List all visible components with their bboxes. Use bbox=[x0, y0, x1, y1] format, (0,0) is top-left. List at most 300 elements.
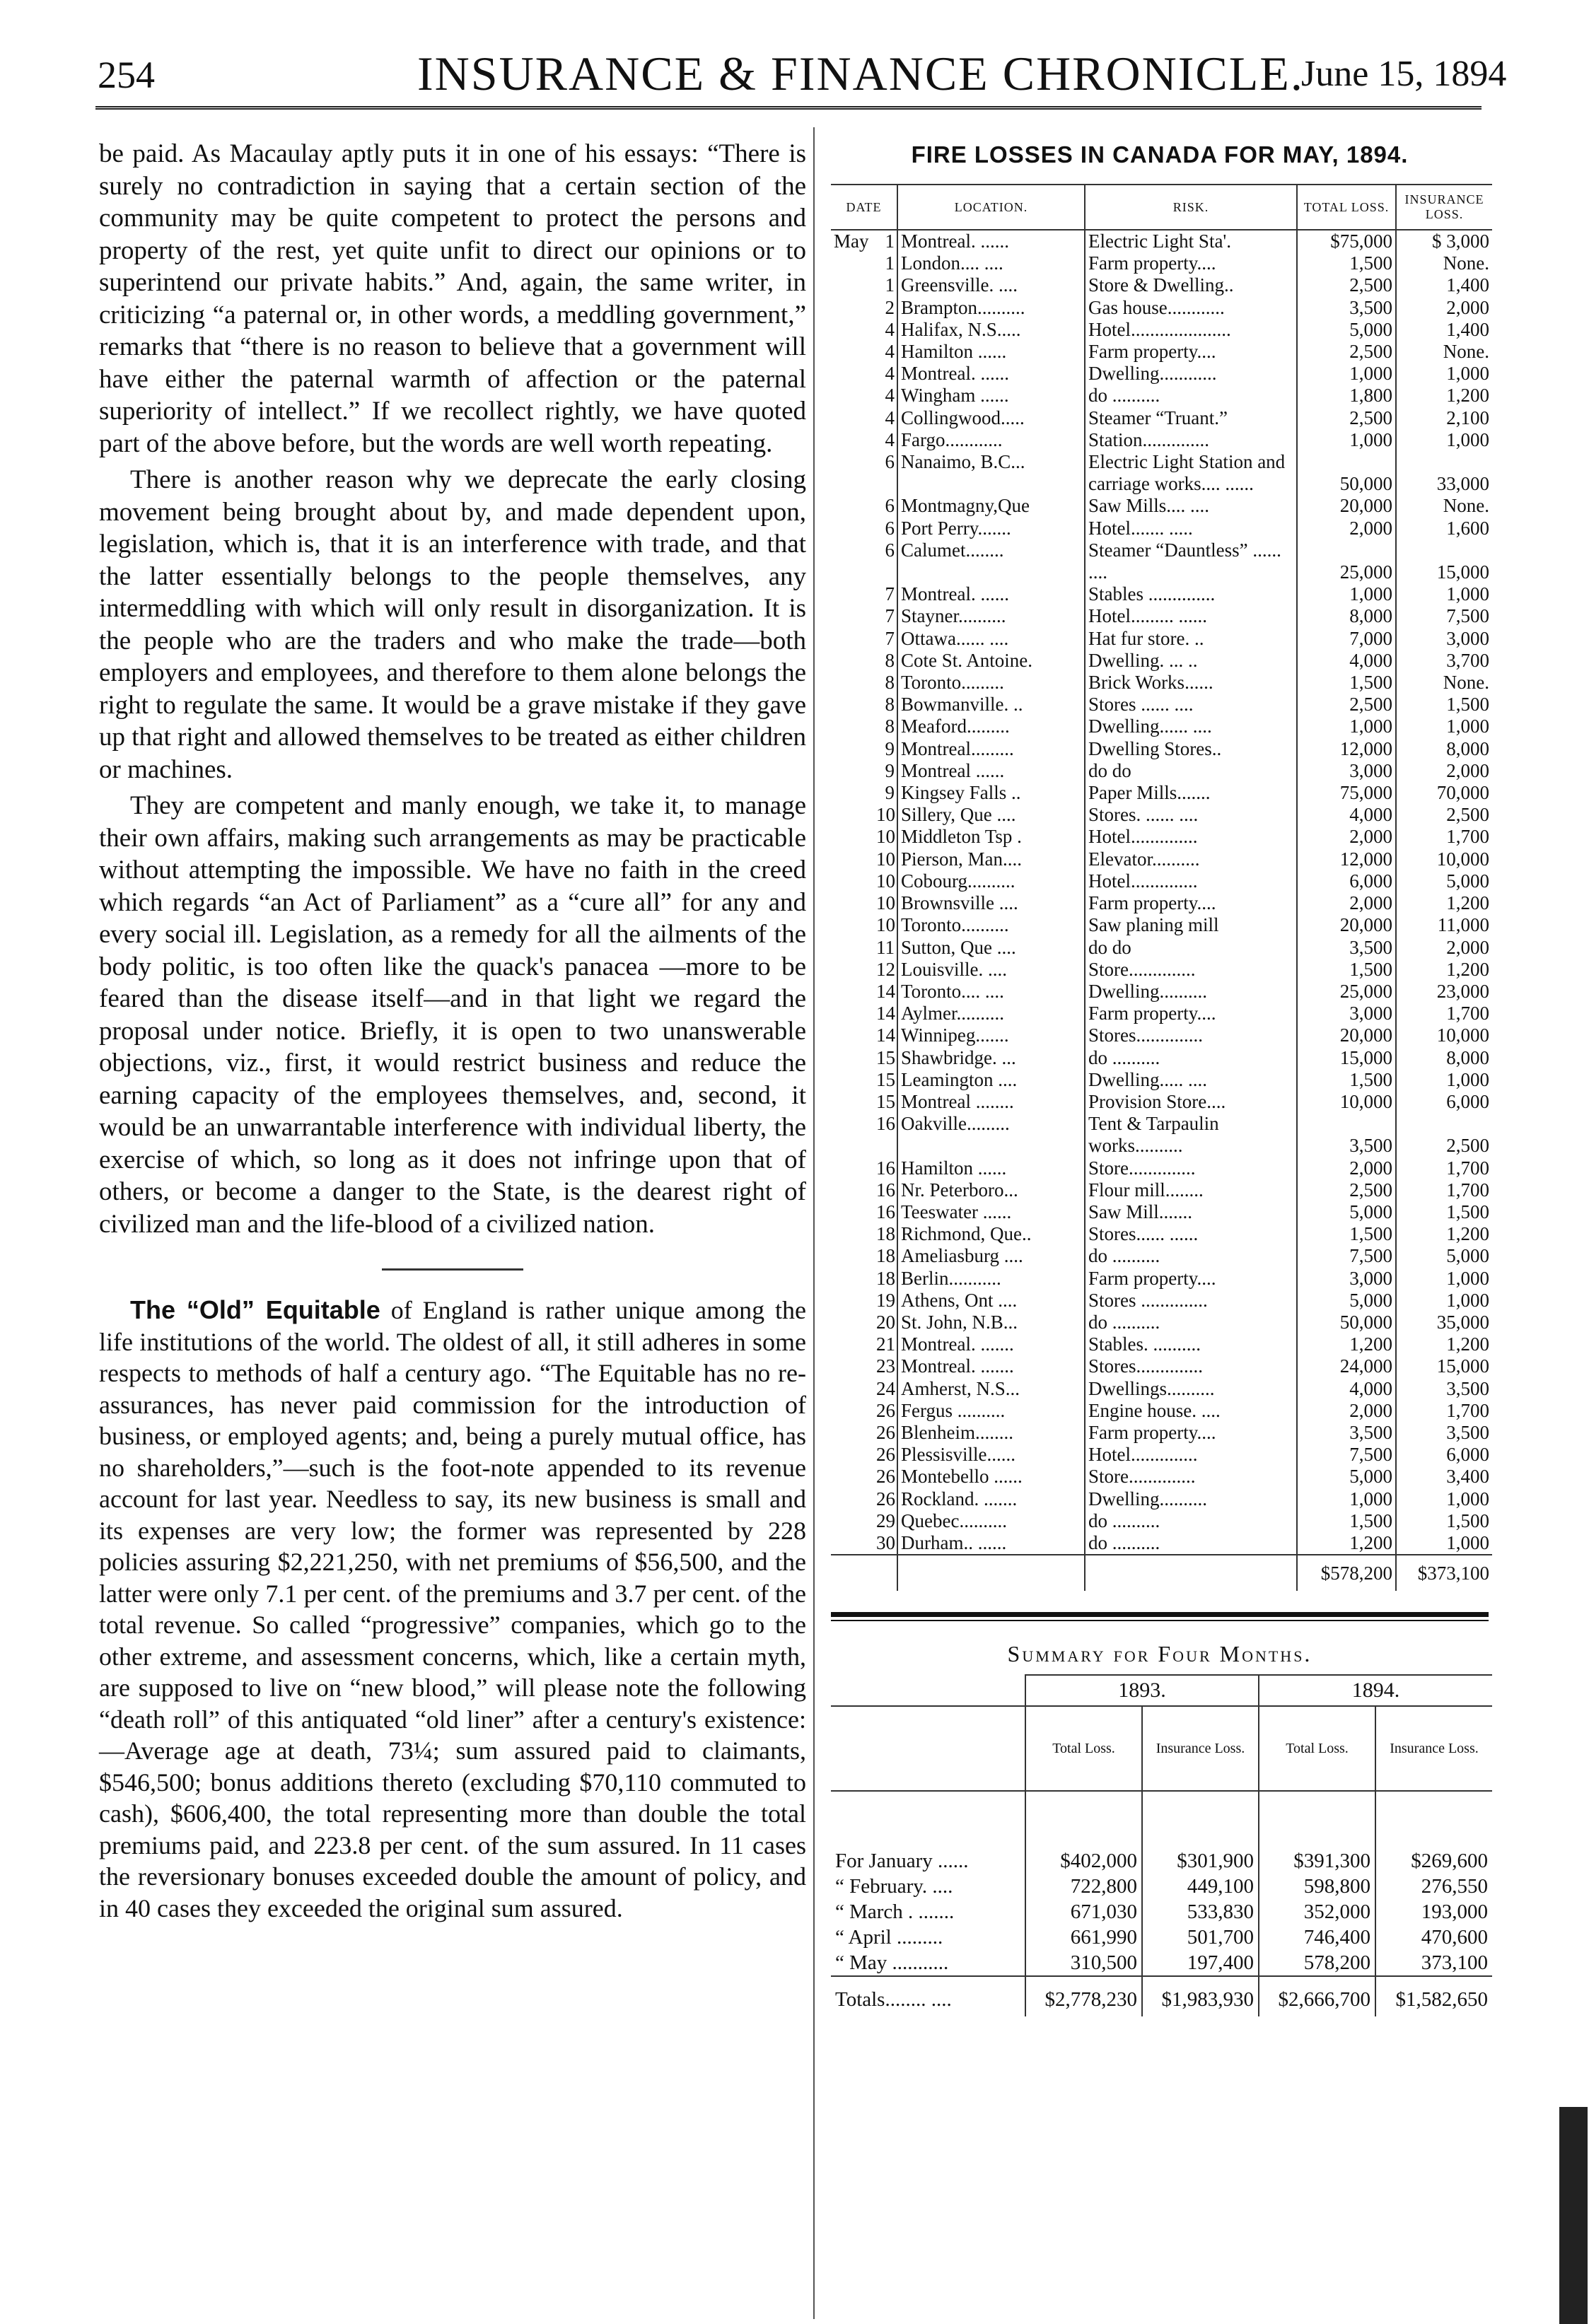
day-cell: 15 bbox=[876, 1090, 895, 1112]
month-cell bbox=[831, 1047, 873, 1069]
summary-total-loss-1893: $2,778,230 bbox=[1025, 1976, 1142, 2016]
total-loss-cell: 75,000 bbox=[1297, 782, 1396, 804]
location-cell: Middleton Tsp . bbox=[897, 826, 1085, 848]
location-cell: Ottawa...... .... bbox=[897, 628, 1085, 650]
insurance-loss-cell: 3,500 bbox=[1396, 1378, 1492, 1400]
month-cell bbox=[831, 341, 873, 363]
insurance-loss-cell: 1,200 bbox=[1396, 1333, 1492, 1355]
risk-cell: Dwelling............ bbox=[1085, 363, 1297, 385]
risk-cell: Dwelling.......... bbox=[1085, 1488, 1297, 1510]
summary-total-loss-1894: 352,000 bbox=[1259, 1899, 1375, 1925]
table-row bbox=[831, 892, 1492, 914]
day-cell: 7 bbox=[885, 583, 895, 605]
total-loss-cell: 20,000 bbox=[1297, 495, 1396, 517]
day-cell: 20 bbox=[876, 1311, 895, 1333]
summary-totals-label: Totals........ .... bbox=[831, 1976, 1025, 2016]
day-cell: 10 bbox=[876, 804, 895, 826]
location-cell: St. John, N.B... bbox=[897, 1312, 1085, 1333]
risk-cell: Steamer “Dauntless” ...... .... bbox=[1085, 539, 1297, 583]
risk-cell: do .......... bbox=[1085, 1047, 1297, 1069]
summary-total-loss-1894: 746,400 bbox=[1259, 1925, 1375, 1950]
publication-title: INSURANCE & FINANCE CHRONICLE. bbox=[417, 47, 1304, 100]
month-cell bbox=[831, 1069, 873, 1091]
day-cell: 21 bbox=[876, 1333, 895, 1355]
risk-cell: Hotel.............. bbox=[1085, 1444, 1297, 1466]
day-cell: 10 bbox=[876, 914, 895, 936]
location-cell: Brampton.......... bbox=[897, 297, 1085, 319]
location-cell: Greensville. .... bbox=[897, 274, 1085, 296]
location-cell: Pierson, Man.... bbox=[897, 848, 1085, 870]
table-row bbox=[831, 1113, 1492, 1157]
month-cell bbox=[831, 782, 873, 804]
total-loss-cell: 12,000 bbox=[1297, 848, 1396, 870]
location-cell: Hamilton ...... bbox=[897, 1157, 1085, 1179]
risk-cell: Steamer “Truant.” bbox=[1085, 407, 1297, 429]
table-row bbox=[831, 1268, 1492, 1290]
table-row bbox=[831, 1312, 1492, 1333]
month-cell bbox=[831, 870, 873, 892]
total-loss-cell: 4,000 bbox=[1297, 650, 1396, 672]
summary-totals-row bbox=[831, 1976, 1492, 2016]
day-cell: 18 bbox=[876, 1223, 895, 1245]
day-cell: 8 bbox=[885, 694, 895, 716]
day-cell: 4 bbox=[885, 385, 895, 407]
day-cell: 4 bbox=[885, 407, 895, 428]
risk-cell: Electric Light Station and carriage works.... ...... bbox=[1085, 451, 1297, 495]
location-cell: Bowmanville. .. bbox=[897, 694, 1085, 716]
insurance-loss-cell: None. bbox=[1396, 495, 1492, 517]
total-loss-cell: 1,500 bbox=[1297, 1510, 1396, 1532]
total-loss-cell: 7,500 bbox=[1297, 1245, 1396, 1267]
day-cell: 6 bbox=[885, 539, 895, 561]
article-paragraph: They are competent and manly enough, we take it, to manage their own affairs, making such arrangements as may be practicable without attempting the impossible. We have no faith in the creed which regards “an Act of Parliament” as a “cure all” for any and every social ill. Legislation, as a remedy for all the ailments of the body politic, is too often like the quack's panacea —more to be feared than the disease itself—and in that light we regard the proposal under notice. Briefly, it is open to two unanswerable objections, viz., first, it would restrict business and reduce the earning capacity of the employees themselves, and, second, it would be an unwarrantable interference with individual liberty, the exercise of which, so long as it does not infringe upon that of others, or become a danger to the State, is the dearest right of civilized man and the life-blood of a civilized nation. bbox=[99, 791, 806, 1239]
month-cell bbox=[831, 1003, 873, 1024]
total-loss-cell: 25,000 bbox=[1297, 981, 1396, 1003]
day-cell: 4 bbox=[885, 428, 895, 450]
insurance-loss-cell: 1,000 bbox=[1396, 583, 1492, 605]
summary-insurance-1893: 501,700 bbox=[1142, 1925, 1259, 1950]
insurance-loss-cell: None. bbox=[1396, 341, 1492, 363]
equitable-lead: The “Old” Equitable bbox=[130, 1295, 380, 1324]
summary-total-loss-1893: 310,500 bbox=[1025, 1950, 1142, 1976]
location-cell: Nr. Peterboro... bbox=[897, 1179, 1085, 1201]
risk-cell: Store.............. bbox=[1085, 959, 1297, 981]
day-cell: 16 bbox=[876, 1113, 895, 1135]
summary-total-loss-1893: 722,800 bbox=[1025, 1874, 1142, 1899]
total-loss-cell: 2,000 bbox=[1297, 826, 1396, 848]
column-header-location: LOCATION. bbox=[897, 185, 1085, 230]
table-row bbox=[831, 1024, 1492, 1046]
location-cell: Toronto.......... bbox=[897, 914, 1085, 936]
total-loss-cell: 20,000 bbox=[1297, 914, 1396, 936]
insurance-loss-cell: 1,000 bbox=[1396, 1532, 1492, 1555]
location-cell: Shawbridge. ... bbox=[897, 1047, 1085, 1069]
summary-insurance-1893: 533,830 bbox=[1142, 1899, 1259, 1925]
risk-cell: Electric Light Sta'. bbox=[1085, 230, 1297, 252]
total-loss-cell: 2,500 bbox=[1297, 694, 1396, 716]
location-cell: Blenheim........ bbox=[897, 1422, 1085, 1444]
location-cell: Berlin........... bbox=[897, 1268, 1085, 1290]
insurance-loss-cell: 1,000 bbox=[1396, 363, 1492, 385]
table-row bbox=[831, 981, 1492, 1003]
month-cell bbox=[831, 583, 873, 605]
summary-total-loss-1894: $391,300 bbox=[1259, 1848, 1375, 1874]
insurance-loss-cell: 1,400 bbox=[1396, 274, 1492, 296]
day-cell: 4 bbox=[885, 318, 895, 340]
summary-month-label: “ May ........... bbox=[835, 1951, 949, 1975]
insurance-loss-cell: 6,000 bbox=[1396, 1444, 1492, 1466]
insurance-loss-cell: 5,000 bbox=[1396, 870, 1492, 892]
total-loss-cell: 50,000 bbox=[1297, 451, 1396, 495]
insurance-loss-cell: $ 3,000 bbox=[1396, 230, 1492, 252]
total-loss-cell: 1,800 bbox=[1297, 385, 1396, 407]
table-row bbox=[831, 1245, 1492, 1267]
insurance-loss-cell: 2,000 bbox=[1396, 760, 1492, 782]
day-cell: 10 bbox=[876, 892, 895, 914]
summary-title: Summary for Four Months. bbox=[1007, 1641, 1312, 1667]
month-cell bbox=[831, 1201, 873, 1223]
day-cell: 8 bbox=[885, 716, 895, 737]
table-row bbox=[831, 605, 1492, 627]
location-cell: Teeswater ...... bbox=[897, 1201, 1085, 1223]
total-loss-cell: 3,000 bbox=[1297, 1268, 1396, 1290]
location-cell: Aylmer.......... bbox=[897, 1003, 1085, 1024]
total-loss-cell: 24,000 bbox=[1297, 1355, 1396, 1377]
location-cell: Meaford......... bbox=[897, 716, 1085, 737]
day-cell: 26 bbox=[876, 1444, 895, 1466]
month-cell bbox=[831, 1024, 873, 1046]
risk-cell: Stables. .......... bbox=[1085, 1333, 1297, 1355]
table-row bbox=[831, 959, 1492, 981]
total-loss-cell: 1,000 bbox=[1297, 583, 1396, 605]
insurance-loss-cell: 1,200 bbox=[1396, 892, 1492, 914]
month-cell bbox=[831, 1400, 873, 1422]
table-row bbox=[831, 628, 1492, 650]
risk-cell: Brick Works...... bbox=[1085, 672, 1297, 694]
total-loss-cell: 1,200 bbox=[1297, 1333, 1396, 1355]
day-cell: 12 bbox=[876, 958, 895, 980]
risk-cell: do .......... bbox=[1085, 1510, 1297, 1532]
summary-insurance-1894: 470,600 bbox=[1375, 1925, 1492, 1950]
day-cell: 23 bbox=[876, 1355, 895, 1377]
location-cell: Montreal ...... bbox=[897, 760, 1085, 782]
fire-losses-body bbox=[831, 230, 1492, 1555]
day-cell: 16 bbox=[876, 1201, 895, 1222]
month-cell bbox=[831, 1113, 873, 1157]
month-cell bbox=[831, 1510, 873, 1532]
summary-month-label: For January ...... bbox=[835, 1850, 969, 1873]
risk-cell: Hat fur store. .. bbox=[1085, 628, 1297, 650]
summary-header-total-1894: Total Loss. bbox=[1259, 1706, 1375, 1791]
month-cell bbox=[831, 804, 873, 826]
risk-cell: Station.............. bbox=[1085, 429, 1297, 451]
day-cell: 14 bbox=[876, 1003, 895, 1024]
month-cell bbox=[831, 319, 873, 341]
total-loss-cell: 3,500 bbox=[1297, 937, 1396, 959]
total-loss-cell: 1,000 bbox=[1297, 363, 1396, 385]
insurance-loss-cell: 3,700 bbox=[1396, 650, 1492, 672]
total-loss-cell: 4,000 bbox=[1297, 1378, 1396, 1400]
day-cell: 6 bbox=[885, 517, 895, 539]
risk-cell: Farm property.... bbox=[1085, 1003, 1297, 1024]
insurance-loss-cell: 15,000 bbox=[1396, 539, 1492, 583]
month-cell bbox=[831, 1223, 873, 1245]
month-cell bbox=[831, 297, 873, 319]
month-cell bbox=[831, 1378, 873, 1400]
month-cell bbox=[831, 1179, 873, 1201]
month-cell bbox=[831, 937, 873, 959]
insurance-loss-cell: 15,000 bbox=[1396, 1355, 1492, 1377]
location-cell: Montreal. ....... bbox=[897, 1333, 1085, 1355]
day-cell: 16 bbox=[876, 1157, 895, 1179]
summary-header-insurance-1894: Insurance Loss. bbox=[1375, 1706, 1492, 1791]
total-loss-cell: 1,000 bbox=[1297, 429, 1396, 451]
month-cell bbox=[831, 1157, 873, 1179]
day-cell: 14 bbox=[876, 1024, 895, 1046]
insurance-loss-cell: 1,700 bbox=[1396, 1179, 1492, 1201]
table-header-row bbox=[831, 185, 1492, 230]
risk-cell: Stores...... ...... bbox=[1085, 1223, 1297, 1245]
table-row bbox=[831, 1003, 1492, 1024]
article-paragraph: There is another reason why we deprecate the early closing movement being brought about by, and made dependent upon, legislation, which is, that it is an interference with trade, and that the latter essentially belongs to the people themselves, any intermeddling with which will only result in disorganization. It is the people who are the traders and who make the trade—both employers and employees, and therefore to them alone belongs the right to regulate the same. It would be a grave mistake if they gave up that right and allowed themselves to be treated as either children or machines. bbox=[99, 465, 806, 784]
insurance-loss-cell: 3,000 bbox=[1396, 628, 1492, 650]
table-row bbox=[831, 1400, 1492, 1422]
location-cell: Montmagny,Que bbox=[897, 495, 1085, 517]
risk-cell: Dwelling..... .... bbox=[1085, 1069, 1297, 1091]
month-cell bbox=[831, 914, 873, 936]
location-cell: Cobourg.......... bbox=[897, 870, 1085, 892]
risk-cell: Store.............. bbox=[1085, 1466, 1297, 1488]
month-cell bbox=[831, 694, 873, 716]
risk-cell: Dwelling. ... .. bbox=[1085, 650, 1297, 672]
total-loss-cell: 3,500 bbox=[1297, 1422, 1396, 1444]
month-cell bbox=[831, 981, 873, 1003]
risk-cell: Saw planing mill bbox=[1085, 914, 1297, 936]
month-cell bbox=[831, 1091, 873, 1113]
month-cell bbox=[831, 760, 873, 782]
summary-insurance-1894: 193,000 bbox=[1375, 1899, 1492, 1925]
location-cell: Amherst, N.S... bbox=[897, 1378, 1085, 1400]
section-separator bbox=[382, 1268, 523, 1271]
risk-cell: Store.............. bbox=[1085, 1157, 1297, 1179]
table-row bbox=[831, 230, 1492, 252]
total-loss-cell: 25,000 bbox=[1297, 539, 1396, 583]
total-loss-cell: 5,000 bbox=[1297, 1290, 1396, 1312]
summary-row bbox=[831, 1925, 1492, 1950]
location-cell: Montreal. ...... bbox=[897, 583, 1085, 605]
location-cell: Calumet........ bbox=[897, 539, 1085, 583]
month-cell bbox=[831, 959, 873, 981]
summary-body bbox=[831, 1791, 1492, 1976]
table-row bbox=[831, 1488, 1492, 1510]
insurance-loss-cell: 1,500 bbox=[1396, 1510, 1492, 1532]
day-cell: 26 bbox=[876, 1421, 895, 1443]
risk-cell: Gas house............ bbox=[1085, 297, 1297, 319]
summary-row bbox=[831, 1899, 1492, 1925]
month-cell bbox=[831, 1444, 873, 1466]
total-loss-cell: 1,500 bbox=[1297, 1069, 1396, 1091]
day-cell: 15 bbox=[876, 1046, 895, 1068]
day-cell: 1 bbox=[885, 274, 895, 296]
summary-total-loss-1893: 661,990 bbox=[1025, 1925, 1142, 1950]
table-row bbox=[831, 694, 1492, 716]
month-cell bbox=[831, 429, 873, 451]
summary-insurance-1893: 197,400 bbox=[1142, 1950, 1259, 1976]
fire-totals-row bbox=[831, 1555, 1492, 1591]
day-cell: 1 bbox=[885, 252, 895, 274]
table-row bbox=[831, 1069, 1492, 1091]
table-row bbox=[831, 1422, 1492, 1444]
risk-cell: Dwelling.......... bbox=[1085, 981, 1297, 1003]
summary-total-insurance-1894: $1,582,650 bbox=[1375, 1976, 1492, 2016]
month-cell bbox=[831, 826, 873, 848]
insurance-loss-cell: 1,000 bbox=[1396, 1069, 1492, 1091]
table-row bbox=[831, 937, 1492, 959]
equitable-text: of England is rather unique among the life institutions of the world. The oldest of all, it still adheres in some respects to methods of half a century ago. “The Equitable has no re-assurances, has never paid commission for the introduction of business, or employed agents; and, being a purely mutual office, has no shareholders,”—such is the foot-note appended to its revenue account for last year. Needless to say, its new business is small and its expenses are very low; the former was represented by 228 policies assuring $2,221,250, with net premiums of $56,500, and the latter were only 7.1 per cent. of the premiums and 3.7 per cent. of the total revenue. So called “progressive” companies, which go to the other extreme, and assessment concerns, which, like a certain myth, are supposed to live on “new blood,” will please note the following “death roll” of this antiquated “old liner” after a century's existence:—Average age at death, 73¼; sum assured paid to claimants, $546,500; bonus additions thereto (excluding $70,110 commuted to cash), $606,400, the total representing more than double the total premiums paid, and 223.8 per cent. of the sum assured. In 11 cases the reversionary bonuses exceeded double the amount of policy, and in 40 cases they exceeded the original sum assured. bbox=[99, 1296, 806, 1922]
location-cell: Ameliasburg .... bbox=[897, 1245, 1085, 1267]
table-row bbox=[831, 1333, 1492, 1355]
total-loss-cell: 3,500 bbox=[1297, 297, 1396, 319]
total-loss-cell: 5,000 bbox=[1297, 1466, 1396, 1488]
risk-cell: do .......... bbox=[1085, 1532, 1297, 1555]
table-row bbox=[831, 495, 1492, 517]
insurance-loss-cell: 7,500 bbox=[1396, 605, 1492, 627]
month-cell bbox=[831, 605, 873, 627]
table-row bbox=[831, 760, 1492, 782]
summary-year-1894: 1894. bbox=[1259, 1675, 1492, 1706]
location-cell: Montreal ........ bbox=[897, 1091, 1085, 1113]
summary-row bbox=[831, 1950, 1492, 1976]
month-cell bbox=[831, 1333, 873, 1355]
left-column bbox=[99, 138, 806, 1924]
column-divider bbox=[813, 127, 815, 2319]
location-cell: Fergus .......... bbox=[897, 1400, 1085, 1422]
month-cell bbox=[831, 892, 873, 914]
table-row bbox=[831, 429, 1492, 451]
summary-month-label: “ March . ....... bbox=[835, 1900, 955, 1924]
total-loss-cell: 2,500 bbox=[1297, 341, 1396, 363]
month-cell bbox=[831, 385, 873, 407]
day-cell: 26 bbox=[876, 1466, 895, 1488]
table-row bbox=[831, 274, 1492, 296]
risk-cell: Paper Mills....... bbox=[1085, 782, 1297, 804]
risk-cell: Farm property.... bbox=[1085, 1268, 1297, 1290]
table-row bbox=[831, 583, 1492, 605]
risk-cell: Tent & Tarpaulin works.......... bbox=[1085, 1113, 1297, 1157]
table-row bbox=[831, 1510, 1492, 1532]
month-cell bbox=[831, 1488, 873, 1510]
total-loss-cell: 12,000 bbox=[1297, 738, 1396, 760]
total-loss-cell: 2,500 bbox=[1297, 407, 1396, 429]
risk-cell: Farm property.... bbox=[1085, 252, 1297, 274]
total-loss-cell: 10,000 bbox=[1297, 1091, 1396, 1113]
table-row bbox=[831, 1378, 1492, 1400]
total-loss-cell: 15,000 bbox=[1297, 1047, 1396, 1069]
location-cell: Quebec.......... bbox=[897, 1510, 1085, 1532]
location-cell: Stayner.......... bbox=[897, 605, 1085, 627]
insurance-loss-cell: 3,500 bbox=[1396, 1422, 1492, 1444]
total-loss-cell: 5,000 bbox=[1297, 1201, 1396, 1223]
risk-cell: Stores.............. bbox=[1085, 1024, 1297, 1046]
month-cell bbox=[831, 451, 873, 495]
risk-cell: Engine house. .... bbox=[1085, 1400, 1297, 1422]
month-cell bbox=[831, 628, 873, 650]
table-row bbox=[831, 518, 1492, 539]
table-row bbox=[831, 1091, 1492, 1113]
insurance-loss-cell: 5,000 bbox=[1396, 1245, 1492, 1267]
month-cell bbox=[831, 672, 873, 694]
insurance-loss-cell: 8,000 bbox=[1396, 1047, 1492, 1069]
day-cell: 16 bbox=[876, 1179, 895, 1201]
total-loss-cell: 3,000 bbox=[1297, 760, 1396, 782]
location-cell: Athens, Ont .... bbox=[897, 1290, 1085, 1312]
risk-cell: do .......... bbox=[1085, 1245, 1297, 1267]
table-row bbox=[831, 1223, 1492, 1245]
insurance-loss-cell: 2,000 bbox=[1396, 297, 1492, 319]
insurance-loss-cell: 35,000 bbox=[1396, 1312, 1492, 1333]
total-loss-cell: 5,000 bbox=[1297, 319, 1396, 341]
day-cell: 26 bbox=[876, 1399, 895, 1421]
month-cell bbox=[831, 1268, 873, 1290]
day-cell: 9 bbox=[885, 782, 895, 804]
insurance-loss-cell: 11,000 bbox=[1396, 914, 1492, 936]
total-loss-cell: 4,000 bbox=[1297, 804, 1396, 826]
location-cell: Leamington .... bbox=[897, 1069, 1085, 1091]
summary-month-label: “ February. .... bbox=[835, 1875, 953, 1898]
right-column bbox=[831, 141, 1489, 2016]
month-cell bbox=[831, 848, 873, 870]
insurance-loss-cell: 1,700 bbox=[1396, 826, 1492, 848]
column-header-date: DATE bbox=[831, 185, 897, 230]
insurance-loss-cell: 10,000 bbox=[1396, 848, 1492, 870]
risk-cell: Store & Dwelling.. bbox=[1085, 274, 1297, 296]
risk-cell: Farm property.... bbox=[1085, 341, 1297, 363]
location-cell: Collingwood..... bbox=[897, 407, 1085, 429]
insurance-loss-cell: 1,500 bbox=[1396, 1201, 1492, 1223]
total-loss-cell: 3,500 bbox=[1297, 1113, 1396, 1157]
insurance-loss-cell: 2,500 bbox=[1396, 1113, 1492, 1157]
total-loss-cell: 1,000 bbox=[1297, 1488, 1396, 1510]
total-loss-cell: 7,500 bbox=[1297, 1444, 1396, 1466]
month-cell bbox=[831, 539, 873, 583]
month-cell bbox=[831, 1422, 873, 1444]
column-header-risk: RISK. bbox=[1085, 185, 1297, 230]
location-cell: Sillery, Que .... bbox=[897, 804, 1085, 826]
day-cell: 26 bbox=[876, 1488, 895, 1510]
location-cell: Montebello ...... bbox=[897, 1466, 1085, 1488]
table-row bbox=[831, 363, 1492, 385]
total-loss-cell: 7,000 bbox=[1297, 628, 1396, 650]
header-rule bbox=[95, 106, 1482, 110]
location-cell: Brownsville .... bbox=[897, 892, 1085, 914]
table-row bbox=[831, 826, 1492, 848]
location-cell: Port Perry....... bbox=[897, 518, 1085, 539]
issue-date: June 15, 1894 bbox=[1301, 54, 1507, 94]
location-cell: Fargo............ bbox=[897, 429, 1085, 451]
summary-total-insurance-1893: $1,983,930 bbox=[1142, 1976, 1259, 2016]
location-cell: Richmond, Que.. bbox=[897, 1223, 1085, 1245]
insurance-loss-cell: 33,000 bbox=[1396, 451, 1492, 495]
summary-year-1893: 1893. bbox=[1025, 1675, 1259, 1706]
table-row bbox=[831, 1466, 1492, 1488]
risk-cell: Hotel....... ..... bbox=[1085, 518, 1297, 539]
insurance-loss-cell: 23,000 bbox=[1396, 981, 1492, 1003]
risk-cell: do .......... bbox=[1085, 385, 1297, 407]
location-cell: Toronto......... bbox=[897, 672, 1085, 694]
table-row bbox=[831, 1157, 1492, 1179]
total-loss-cell: 2,500 bbox=[1297, 274, 1396, 296]
risk-cell: Stores. ...... .... bbox=[1085, 804, 1297, 826]
